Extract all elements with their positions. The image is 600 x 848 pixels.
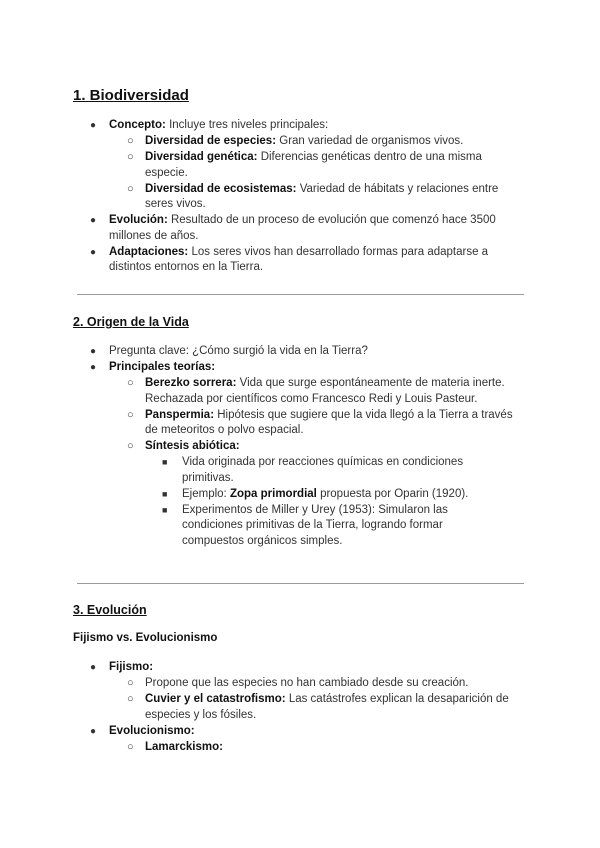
list-item: ● Concepto: Incluye tres niveles principales: xyxy=(0,118,529,134)
square-bullet-icon: ■ xyxy=(162,488,168,499)
list-item: ● Adaptaciones: Los seres vivos han desarrollado formas para adaptarse a distintos entornos en la Tierra. xyxy=(90,245,489,273)
list-item: ● Evolucionismo: xyxy=(0,724,529,740)
list-item: ■ Vida originada por reacciones químicas en condiciones primitivas. xyxy=(162,456,464,484)
list-item: ○ Síntesis abiótica: xyxy=(0,439,523,455)
divider xyxy=(77,294,524,295)
list-item: ● Evolución: Resultado de un proceso de evolución que comenzó hace 3500 millones de años. xyxy=(90,214,496,242)
list-item: ○ Panspermia: Hipótesis que sugiere que la vida llegó a la Tierra a través de meteoritos o polvo espacial. xyxy=(127,408,513,436)
bullet-icon: ● xyxy=(90,725,97,737)
section-2-title: 2. Origen de la Vida xyxy=(73,315,189,329)
square-bullet-icon: ■ xyxy=(162,457,168,467)
section-3-subtitle: Fijismo vs. Evolucionismo xyxy=(73,632,218,644)
circle-bullet-icon: ○ xyxy=(127,408,134,421)
bullet-icon: ● xyxy=(90,120,97,131)
list-item: ● Principales teorías: xyxy=(0,360,529,376)
list-item: ○ Diversidad genética: Diferencias genéticas dentro de una misma especie. xyxy=(127,151,482,179)
list-item: ● Pregunta clave: ¿Cómo surgió la vida en la Tierra? xyxy=(0,344,529,360)
list-item: ○ Diversidad de especies: Gran variedad de organismos vivos. xyxy=(0,134,523,150)
list-item: ○ Berezko sorrera: Vida que surge espontáneamente de materia inerte. Rechazada por científicos como Francesco Redi y Louis Pasteur. xyxy=(127,377,505,405)
section-1-title: 1. Biodiversidad xyxy=(73,87,189,104)
list-item: ○ Cuvier y el catastrofismo: Las catástrofes explican la desaparición de especies y los fósiles. xyxy=(127,693,509,721)
list-item: ○ Lamarckismo: xyxy=(0,740,523,756)
list-item: ■ Experimentos de Miller y Urey (1953): Simularon las condiciones primitivas de la Tierra, logrando formar compuestos orgánicos simples. xyxy=(162,503,448,547)
section-2-list xyxy=(0,344,600,550)
bullet-icon: ● xyxy=(90,215,97,226)
list-item: ■ Ejemplo: Zopa primordial propuesta por Oparin (1920). xyxy=(0,487,500,503)
circle-bullet-icon: ○ xyxy=(127,740,134,753)
section-3-list xyxy=(0,660,600,756)
section-1-list xyxy=(0,118,600,276)
square-bullet-icon: ■ xyxy=(162,504,168,515)
list-item: ○ Diversidad de ecosistemas: Variedad de hábitats y relaciones entre seres vivos. xyxy=(127,182,499,210)
circle-bullet-icon: ○ xyxy=(127,693,134,705)
divider xyxy=(77,583,524,584)
list-item: ○ Propone que las especies no han cambiado desde su creación. xyxy=(0,676,523,692)
circle-bullet-icon: ○ xyxy=(127,677,134,689)
list-item: ● Fijismo: xyxy=(0,660,529,676)
bullet-icon: ● xyxy=(90,246,97,258)
circle-bullet-icon: ○ xyxy=(127,182,134,195)
bullet-icon: ● xyxy=(90,346,97,357)
circle-bullet-icon: ○ xyxy=(127,135,134,147)
section-3-title: 3. Evolución xyxy=(73,603,147,617)
circle-bullet-icon: ○ xyxy=(127,440,134,452)
bullet-icon: ● xyxy=(90,362,97,373)
circle-bullet-icon: ○ xyxy=(127,377,134,389)
bullet-icon: ● xyxy=(90,662,97,673)
circle-bullet-icon: ○ xyxy=(127,151,134,163)
